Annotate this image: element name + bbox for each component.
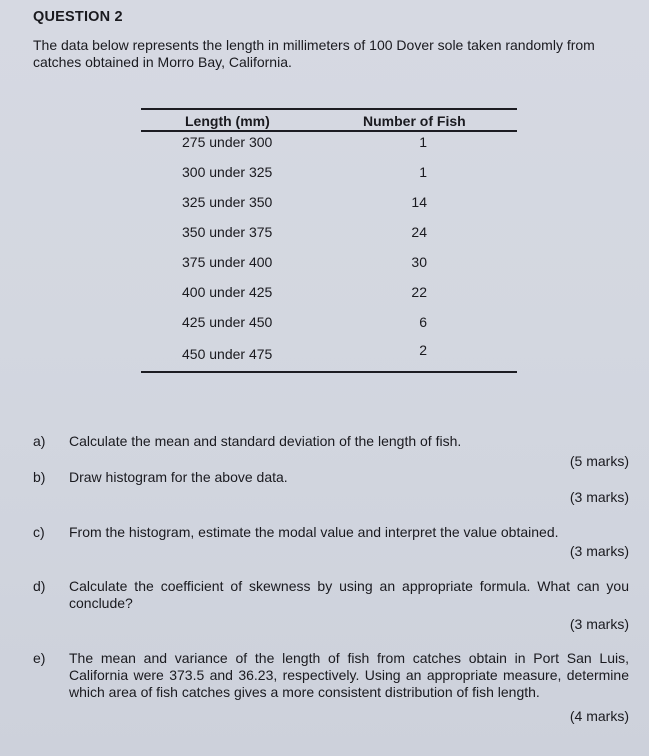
question-letter: b)	[33, 469, 46, 485]
row-count: 1	[419, 164, 427, 180]
row-range: 450 under 475	[182, 346, 273, 362]
question-text: Calculate the coefficient of skewness by using an appropriate formula. What can you conclude?	[69, 578, 629, 611]
question-text: Calculate the mean and standard deviation of the length of fish.	[69, 433, 462, 449]
table-row	[141, 224, 517, 242]
row-range: 350 under 375	[182, 224, 273, 240]
row-range: 375 under 400	[182, 254, 273, 270]
table-bottom-rule	[141, 371, 517, 373]
frequency-table	[141, 108, 517, 374]
table-row	[141, 194, 517, 212]
marks-a: (5 marks)	[569, 453, 629, 469]
marks-c: (3 marks)	[569, 543, 629, 559]
row-count: 24	[411, 224, 427, 240]
row-count: 22	[411, 284, 427, 300]
row-range: 325 under 350	[182, 194, 273, 210]
question-letter: a)	[33, 433, 46, 449]
marks-d: (3 marks)	[569, 616, 629, 632]
marks-e: (4 marks)	[569, 708, 629, 724]
row-count: 30	[411, 254, 427, 270]
question-heading: QUESTION 2	[33, 9, 123, 25]
marks-b: (3 marks)	[569, 489, 629, 505]
table-row	[141, 164, 517, 182]
row-count: 2	[419, 342, 427, 358]
table-row	[141, 134, 517, 152]
row-count: 6	[419, 314, 427, 330]
question-letter: d)	[33, 578, 46, 594]
table-row	[141, 314, 517, 332]
header-length: Length (mm)	[185, 113, 270, 129]
row-count: 14	[411, 194, 427, 210]
question-intro: The data below represents the length in millimeters of 100 Dover sole taken randomly from catches obtained in Morro Bay, California.	[33, 37, 595, 70]
row-count: 1	[419, 134, 427, 150]
header-count: Number of Fish	[363, 113, 466, 129]
question-text: The mean and variance of the length of fish from catches obtain in Port San Luis, California were 373.5 and 36.23, respectively. Using an appropriate measure, determine which area of fish catches gives a more consistent distribution of fish length.	[69, 650, 629, 700]
table-header-rule	[141, 130, 517, 132]
question-text: From the histogram, estimate the modal value and interpret the value obtained.	[69, 524, 559, 540]
question-letter: e)	[33, 650, 46, 666]
row-range: 400 under 425	[182, 284, 273, 300]
question-text: Draw histogram for the above data.	[69, 469, 288, 485]
table-row	[141, 284, 517, 302]
table-row	[141, 254, 517, 272]
table-top-rule	[141, 108, 517, 110]
question-letter: c)	[33, 524, 45, 540]
row-range: 275 under 300	[182, 134, 273, 150]
row-range: 425 under 450	[182, 314, 273, 330]
row-range: 300 under 325	[182, 164, 273, 180]
table-row	[141, 342, 517, 364]
